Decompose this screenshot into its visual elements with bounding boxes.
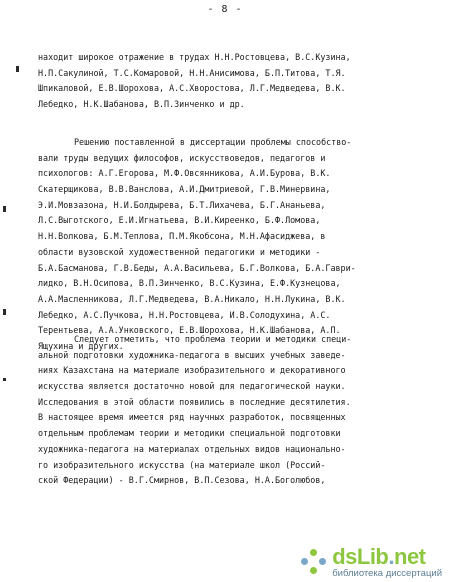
text-line: Шпикаловой, Е.В.Шорохова, А.С.Хворостова, Л.Г.Медведева, В.К. <box>38 83 346 94</box>
paragraph-1 <box>38 50 430 113</box>
watermark[interactable] <box>301 543 442 579</box>
text-line: Исследования в этой области появились в последние десятилетия. <box>38 396 351 407</box>
text-line: ниях Казахстана на материале изобразительного и декоративного <box>38 365 346 376</box>
scan-margin-mark <box>3 206 6 212</box>
text-line: лидко, В.Н.Осипова, В.П.Зинченко, В.С.Кузина, Е.Ф.Кузнецова, <box>38 278 341 289</box>
text-line: находит широкое отражение в трудах Н.Н.Ростовцева, В.С.Кузина, <box>38 52 351 62</box>
scan-margin-mark <box>3 378 6 381</box>
text-line: вали труды ведущих философов, искусствоведов, педагогов и <box>38 152 326 163</box>
text-line: Лебедко, Н.К.Шабанова, В.П.Зинченко и др. <box>38 99 245 110</box>
text-line: Н.Н.Волкова, Б.М.Теплова, П.М.Якобсона, М.Н.Афасиджева, в <box>38 231 326 242</box>
paragraph-2 <box>38 135 430 355</box>
text-line: Б.А.Басманова, Г.В.Беды, А.А.Васильева, Б.Г.Волкова, Б.А.Гаври- <box>38 262 356 273</box>
paragraph-3 <box>38 332 430 489</box>
text-line: Э.И.Мовзазона, Н.И.Болдырева, Б.Т.Лихачева, Б.Г.Ананьева, <box>38 199 326 210</box>
text-line: психологов: А.Г.Егорова, М.Ф.Овсянникова, А.И.Бурова, В.К. <box>38 168 331 179</box>
watermark-brand: dsLib.net <box>332 543 426 569</box>
text-line: альной подготовки художника-педагога в высших учебных заведе- <box>38 349 346 360</box>
text-line: художника-педагога на материалах отдельных видов национально- <box>38 443 346 454</box>
text-line: А.А.Масленникова, Л.Г.Медведева, В.А.Никало, Н.Н.Лукина, В.К. <box>38 293 346 304</box>
text-line: го изобразительного искусства (на материале школ (Россий- <box>38 459 326 470</box>
text-line: отдельным проблемам теории и методики специальной подготовки <box>38 428 341 439</box>
scan-margin-mark <box>16 66 19 72</box>
text-line: Терентьева, А.А.Унковского, Е.В.Шорохова, Н.К.Шабанова, А.П. <box>38 325 341 336</box>
text-line: искусства является достаточно новой для педагогической науки. <box>38 381 346 392</box>
text-line: области вузовской художественной педагогики и методики - <box>38 246 321 257</box>
text-line: ской Федерации) - В.Г.Смирнов, В.П.Сезова, Н.А.Боголюбов, <box>38 475 326 486</box>
text-line: Скатерщикова, В.В.Ванслова, А.И.Дмитриевой, Г.В.Минервина, <box>38 184 331 195</box>
text-line: Н.П.Сакулиной, Т.С.Комаровой, Н.Н.Анисимова, Б.П.Титова, Т.Я. <box>38 67 346 78</box>
scan-margin-mark <box>3 309 6 315</box>
text-line: Лебедко, А.С.Пучкова, Н.Н.Ростовцева, И.В.Солодухина, А.С. <box>38 309 331 320</box>
text-line: Следует отметить, что проблема теории и методики специ- <box>74 334 352 344</box>
text-line: Ящухина и других. <box>38 340 124 351</box>
watermark-subtitle: библиотека диссертаций <box>332 567 442 579</box>
text-line: Л.С.Выготского, Е.И.Игнатьева, В.И.Киреенко, Б.Ф.Ломова, <box>38 215 321 226</box>
page-number: - 8 - <box>207 4 243 15</box>
dslib-logo-icon <box>301 549 327 575</box>
text-line: Решению поставленной в диссертации проблемы способство- <box>74 137 352 147</box>
text-line: В настоящее время имеется ряд научных разработок, посвященных <box>38 412 346 423</box>
